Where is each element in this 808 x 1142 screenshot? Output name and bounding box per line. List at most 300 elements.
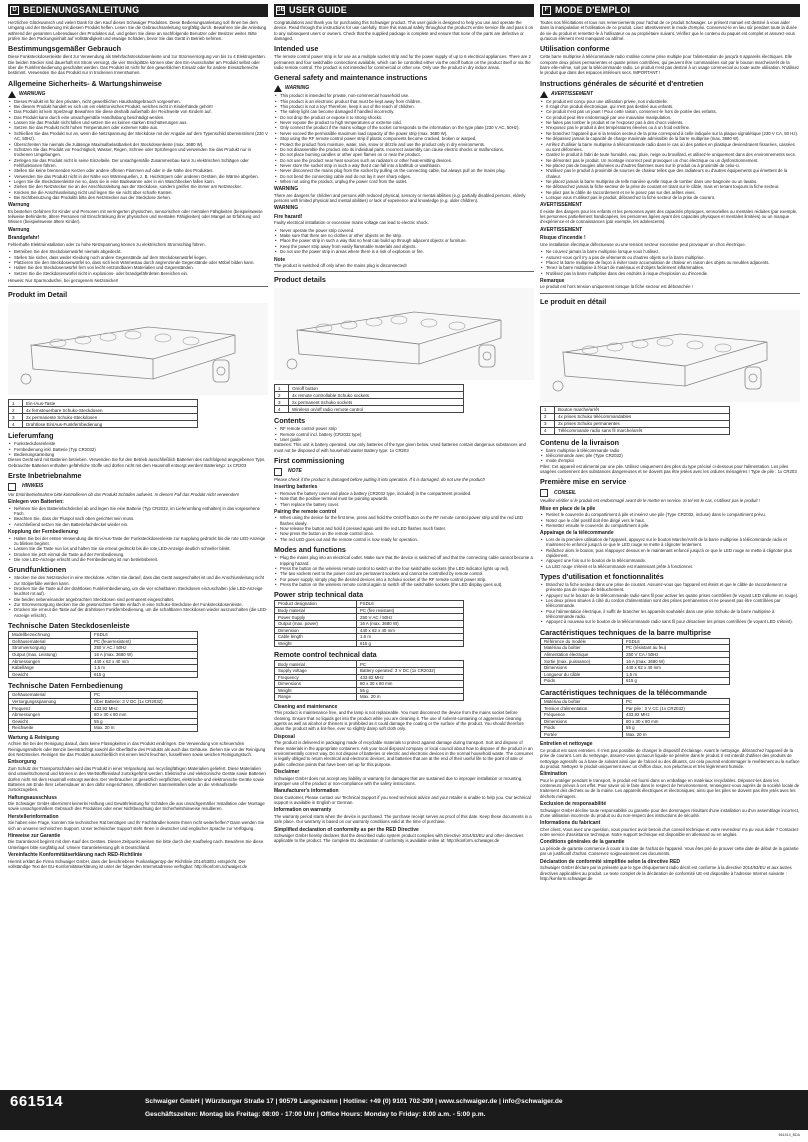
warning-icon <box>540 91 548 98</box>
list-item: • Now release the button and hold it pressed again until the red LED flashes much faster. <box>274 526 534 531</box>
list-item: • Lorsque vous n'utilisez pas le produit, débranchez la fiche secteur de la prise de courant. <box>540 195 800 200</box>
list-item: • Then replace the battery cover. <box>274 502 534 507</box>
list-item: • La LED rouge s'éteint et la télécommande est maintenant prête à fonctionner. <box>540 564 800 569</box>
table-row: Body material PC (fire resistant) <box>275 607 464 614</box>
table-row: Output (max. power) 16 A (max. 3680 W) <box>275 621 464 628</box>
list-item: • When using the device for the first time, press and hold the On/Off button on the RF remote control power strip until the red LED flashes slowly. <box>274 515 534 526</box>
table-row: Dimensions 440 x 62 x 40 mm <box>541 665 730 672</box>
list-item: • Now press the button on the remote control once. <box>274 531 534 536</box>
list-item: • Relâchez alors le bouton, puis réappuyez dessus en le maintenant enfoncé jusqu'à ce que le LED rouge se mette à clignoter plus rapidement. <box>540 548 800 559</box>
paragraph: Dieses Gerät wird mit Batterien betrieben. Verwenden Sie für den Betrieb ausschließlich Batterien des nachfolgend angegebenen Typs. Gebrauchte Batterien enthalten gefährliche Stoffe und dürfen nicht mit dem Hausmüll entsorgt werden! Batterietyp: 1x CR203 <box>8 457 266 468</box>
table-row: Référence du modèle FSDL6 <box>541 638 730 645</box>
subheading: Élimination <box>540 771 567 778</box>
safety-list <box>540 99 800 201</box>
table-row: 2 4x prises Schuko télécommandables <box>541 413 730 420</box>
subheading: Remarque <box>540 277 565 284</box>
parts-table <box>540 406 730 435</box>
spec-table-remote <box>540 698 730 739</box>
table-row: Dimensions 80 x 30 x 80 mm <box>541 718 730 725</box>
heading: Bestimmungsgemäßer Gebrauch <box>8 44 122 54</box>
heading: Intended use <box>274 44 319 54</box>
list-item: • Lassen Sie die Taste nun los und halten Sie sie erneut gedrückt bis die rote LED-Anzeige deutlich schneller blinkt. <box>8 546 268 551</box>
list-item: • Fernbedienung inkl. Batterie (Typ CR2032) <box>8 447 268 452</box>
list-item: • N'utilisez pas le produit à proximité de sources de chaleur telles que des radiateurs ou d'autres équipements qui émettent de la chaleur. <box>540 168 800 179</box>
spec-table-strip <box>540 638 730 685</box>
table-row: 1 On/off button <box>275 385 464 392</box>
list-item: • Gardez le produit à l'abri de toute humidité, eau, pluie, neige ou brouillard, et utilisez-le uniquement dans des environnements secs. <box>540 152 800 157</box>
list-item: • Remove the battery cover and place a battery (CR2032 type, included) in the compartment provided. <box>274 491 534 496</box>
list-item: • Zur Stromversorgung stecken Sie die gewünschten Geräte einfach in eine Schuko-Steckdose der Funksteckdosenleiste. <box>8 602 268 607</box>
safety-list <box>8 99 268 201</box>
table-row: Poids 615 g <box>541 678 730 685</box>
parts-table <box>274 384 464 413</box>
contents-list <box>274 426 534 442</box>
table-row: Longueur du câble 1,5 m <box>541 671 730 678</box>
list-item: • Beachten Sie, dass der Pluspol nach oben gerichtet sein muss. <box>8 516 268 521</box>
list-item: • This product is not a toy! Therefore, keep it out of the reach of children. <box>274 104 534 109</box>
warning-label: WARNING <box>274 85 534 92</box>
table-row: Reichweite Max. 20 m <box>9 725 198 732</box>
list-item: • Funksteckdosenleiste <box>8 441 268 446</box>
parts-table <box>8 399 198 428</box>
table-row: Abmessungen 80 x 30 x 80 mm <box>9 712 198 719</box>
warning-label: WARNUNG <box>8 91 268 98</box>
contents-list <box>540 448 800 464</box>
list-item: • Stecken Sie den Netzstecker in eine Steckdose. Achten Sie darauf, dass das Gerät ausgeschaltet ist und die Anschlussleitung nicht zur Stolperfalle werden kann. <box>8 575 268 586</box>
power-strip-drawing <box>279 290 529 378</box>
table-row: Matériau du boîtier PC <box>541 698 730 705</box>
list-item: • Assurez-vous qu'il n'y a pas de vêtements ou d'autres objets sur la barre multiprise. <box>540 255 800 260</box>
list-item: • Schließen Sie das Produkt nur an, wenn die Netzspannung der Steckdose mit der Angabe auf dem Typenschild übereinstimmt (230 V AC, 50Hz). <box>8 131 268 142</box>
list-item: • mode d'emploi <box>540 458 800 463</box>
table-row: Gehäusematerial PC (feuerresistent) <box>9 638 198 645</box>
list-item: • Only connect the product if the mains voltage of the socket corresponds to the information on the type plate (230 V AC, 50Hz). <box>274 125 534 130</box>
list-item: • Branchez la fiche secteur dans une prise de courant. Assurez-vous que l'appareil est éteint et que le câble de raccordement ne présente pas de risque de trébuchement. <box>540 582 800 593</box>
subheading: Note <box>274 256 286 263</box>
note-icon <box>540 489 548 497</box>
subheading: Einlegen von Batterien: <box>8 499 64 506</box>
heading: Le produit en détail <box>540 296 607 306</box>
warning-icon <box>274 85 282 92</box>
list-item: • Do not use the power strip in areas where there is a risk of explosion or fire. <box>274 249 534 254</box>
paragraph: This product is maintenance free, and the lamp is not replaceable. You must disconnect the device from the mains socket before cleaning. Ensure that no liquids get into the product while you are cleaning it. The use of solvent-containing or aggressive cleaning agents as well as alcohol or thinners is prohibited as it could damage the coating or the surface of the product. You should therefore clean the product with a lint-free, ever so slightly damp soft cloth only. <box>274 710 524 732</box>
table-row: Power Supply 250 V AC / 50Hz <box>275 614 464 621</box>
subheading: Inserting batteries <box>274 484 318 491</box>
paragraph: There are dangers for children and persons with reduced physical, sensory or mental abilities (e.g. partially disabled persons, elderly persons with limited physical and mental abilities) or lack of experience and knowledge (e.g. older children). <box>274 192 526 204</box>
list-item: • Ce produit peut être endommagé par une mauvaise manipulation. <box>540 115 800 120</box>
list-item: • Press the button on the wireless remote control to switch on the four switchable sockets (the LED indicator lights up red). <box>274 566 534 571</box>
table-row: Gewicht 615 g <box>9 671 198 678</box>
hint-text: Hinweis: Nur Sparmodusfrei, bei gezogenem Netzstecker! <box>8 277 119 283</box>
list-item: • RF remote control power strip <box>274 426 534 431</box>
list-item: • Ne pliez pas le câble de raccordement et ne le posez pas sur des arêtes vives. <box>540 190 800 195</box>
subheading: Warnung <box>8 226 30 233</box>
list-item: • Legen Sie die Steckdosenleiste nie so, dass sie in eine Badewanne oder in ein Waschbecken fallen kann. <box>8 179 268 184</box>
list-item: • When not using the product, unplug the power cord from the outlet. <box>274 179 534 184</box>
heading: Technische Daten Fernbedienung <box>8 681 123 691</box>
list-item: • Plug the mains plug into an electrical outlet. Make sure that the device is switched off and that the connecting cable cannot become a tripping hazard. <box>274 555 534 566</box>
paragraph: Vor Erstinbetriebnahme bitte kontrollieren ob das Produkt Schäden aufweist. In diesem Fall das Produkt nicht verwenden! <box>8 491 240 497</box>
list-item: • Stop using the RF remote control power strip if plastic components become cracked, broken or warped. <box>274 136 534 141</box>
functions-list <box>8 575 268 618</box>
heading: Modes and functions <box>274 545 346 555</box>
subheading: Cleaning and maintenance <box>274 703 338 710</box>
list-item: • Ne faites pas tomber le produit et ne l'exposez pas à des chocs violents. <box>540 120 800 125</box>
office-hours: Geschäftszeiten: Montag bis Freitag: 08:00 - 17:00 Uhr | Office Hours: Monday to Friday: 8:00 a.m. - 5:00 p.m. <box>145 1111 486 1118</box>
list-item: • Ce produit n'est pas un jouet ! Pour cette raison, conservez-le hors de portée des enfants. <box>540 109 800 114</box>
list-item: • Halten Sie den Steckdosenwürfel fern von leicht entzündbaren Materialien und Gegenständen. <box>8 265 268 270</box>
paragraph: Piles: Cet appareil est alimenté par une pile. Utilisez uniquement des piles du type précisé ci-dessous pour l'alimentation. Les piles usagées contiennent des substances dangereuses et ne doivent pas être jetées avec les ordures ménagères ! Type de pile : 1x CR203 <box>540 463 797 475</box>
list-item: • Drücken Sie erneut die Taste auf der drahtlosen Funkfernbedienung, um die schaltbaren Steckdosen wieder auszuschalten (die LED-Anzeige erlischt). <box>8 607 268 618</box>
paragraph: Zum Schutz der Transportschäden wird das Produkt in einer Verpackung aus recyclingfähigen Materialien geliefert. Diese Materialien sind umweltschonend und können in den Wertstoffkreislauf zurückgeführt werden. Elektrische und elektronische Geräte sowie Batterien dürfen nicht mit dem Hausmüll entsorgt werden. Der Verbraucher ist gesetzlich verpflichtet, elektrische und elektronische Geräte sowie Batterien am Ende ihrer Lebensdauer an den dafür eingerichteten, öffentlichen Sammelstellen oder an die Verkaufsstelle zurückzugeben. <box>8 765 266 793</box>
subheading: Manufacturer's information <box>274 788 339 795</box>
list-item: • Die rote LED-Anzeige erlischt und die Fernbedienung ist nun betriebsbereit. <box>8 557 268 562</box>
english-column <box>274 4 534 1087</box>
warning-icon <box>8 91 16 98</box>
subheading: Disposal <box>274 733 295 740</box>
note-label: NOTE <box>274 468 534 476</box>
list-item: • Ne couvrez jamais la barre multiprise lorsque vous l'utilisez. <box>540 249 800 254</box>
subheading: AVERTISSEMENT <box>540 202 583 209</box>
paragraph: Achten Sie bei der Reinigung darauf, dass keine Flüssigkeiten in das Produkt eindringen. Die Verwendung von scheuernden Reinigungsmitteln oder Benzin beeinträchtigt sowohl die Oberfläche des Produkts als auch das Gehäuse. Ziehen Sie vor der Reinigung den Netzstecker. Reinigen Sie das Produkt ausschließlich mit einem leicht feuchten, fusselfreien sowie weichen Reinigungstuch. <box>8 741 266 758</box>
paragraph: Cher client, Vous avez une question, vous pourriez avoir besoin d'un conseil technique et votre revendeur n'a pu vous aider ? Contactez notre service d'assistance technique. Notre support technique est disponible en allemand ou en anglais. <box>540 826 799 838</box>
list-item: • Knicken Sie die Anschlussleitung nicht und legen Sie sie nicht über scharfe Kanten. <box>8 190 268 195</box>
paragraph: Schwaiger GmbH hereby declares that the described radio system product complies with Directive 2014/53/EU and other directives applicable to the product. The complete EU declaration of conformity is available online at: http://konform.schwaiger.de <box>274 833 524 844</box>
power-strip-drawing <box>13 305 263 393</box>
heading: Utilisation conforme <box>540 44 610 54</box>
list-item: • Tenez la barre multiprise à l'écart de matériaux et d'objets facilement inflammables. <box>540 265 800 270</box>
table-row: Gewicht 55 g <box>9 718 198 725</box>
list-item: • Betreiben Sie den Steckdosenwürfel niemals abgedeckt. <box>8 249 268 254</box>
intro-text: Congratulations and thank you for purchasing this Schwaiger product. This user guide is designed to help you use and operate the device. Read through the instructions for use carefully. Store this manual safely throughout the product's entire service life and pass it on to any subsequent users or owners. Check that the supplied package is complete and ensure that none of the parts are defective or damaged. <box>274 20 534 42</box>
list-item: • Bedienungsanleitung <box>8 452 268 457</box>
paragraph: The remote control power strip is for use as a multiple socket strip and for the power supply of up to 6 electrical appliances. There are 2 permanent and four switchable connections available, which can be controlled either via the on/off button on the product itself or via the radio remote control. The product is not intended for commercial or other use. Only use the product in dry indoor areas. <box>274 54 531 71</box>
paragraph: Die Schwaiger GmbH übernimmt keinerlei Haftung und Gewährleistung für Schäden die aus unsachgemäßer Installation oder Montage sowie unsachgemäßem Gebrauch des Produktes oder einer Nichtbeachtung der Sicherheitshinweise resultieren. <box>8 801 265 812</box>
list-item: • Do not disassemble the product into its individual parts. Incorrect assembly can cause electric shocks or malfunctions. <box>274 147 534 152</box>
subheading: Disclaimer <box>274 769 300 776</box>
subheading: Herstellerinformation <box>8 813 59 820</box>
functions-list <box>274 555 534 587</box>
paragraph: Cette barre multiprise à télécommande radio s'utilise comme prise multiple pour l'alimentation de jusqu'à 6 appareils électriques. Elle comporte deux prises permanentes et quatre prises contrôlées, qui peuvent être commandées soit par le bouton marche/arrêt de la barre elle-même, soit par la télécommande radio. Le produit n'est pas destiné à un usage commercial ou toute autre utilisation. N'utilisez le produit que dans des espaces intérieurs secs. IMPORTANT ! <box>540 54 800 76</box>
subheading: AVERTISSEMENT <box>540 226 583 233</box>
german-header-bar <box>8 4 268 17</box>
paragraph: Hiermit erklärt die Firma Schwaiger GmbH, dass der beschriebene Funkanlagentyp der Richtlinie 2014/53/EU entspricht. Der vollständige Text der EU-Konformitätserklärung ist unter der folgenden Internetadresse verfügbar: http://konform.schwaiger.de <box>8 858 248 869</box>
heading: Grundfunktionen <box>8 565 67 575</box>
table-row: Weight 615 g <box>275 640 464 647</box>
divider <box>274 271 534 272</box>
paragraph: Une installation électrique défectueuse ou une tension secteur excessive peut provoquer un choc électrique. <box>540 241 746 247</box>
paragraph: Faulty electrical installation or excessive mains voltage can lead to electric shock. <box>274 220 429 226</box>
list-item: • Never exceed the permissible maximum load capacity of the power strip (max. 3680 W). <box>274 131 534 136</box>
divider <box>540 293 800 294</box>
subheading: Hinweise zur Garantie <box>8 832 61 839</box>
list-item: • Ne branchez l'appareil que si la tension secteur de la prise correspond à celle indiquée sur la plaque signalétique (230 V CA, 50 Hz). <box>540 131 800 136</box>
divider <box>8 286 268 287</box>
fire-list <box>274 228 534 255</box>
subheading: Haftungsausschluss <box>8 794 57 801</box>
subheading: WARNING <box>274 205 299 212</box>
list-item: • Never disconnect the mains plug from the socket by pulling on the connecting cable, but always pull on the mains plug. <box>274 168 534 173</box>
list-item: • Überschreiten Sie niemals die zulässige Maximalbelastbarkeit der Steckdosenleiste (max. 3680 W). <box>8 142 268 147</box>
list-item: • Remote control incl. battery (CR2032 type) <box>274 432 534 437</box>
heading: Allgemeine Sicherheits- & Wartungshinweise <box>8 78 162 88</box>
heading: Contenu de la livraison <box>540 437 620 447</box>
table-row: Poids 55 g <box>541 725 730 732</box>
list-item: • Protect the product from moisture, water, rain, snow or drizzle and use the product only in dry environments. <box>274 142 534 147</box>
subheading: WARNING <box>274 186 299 193</box>
list-item: • Place the power strip in such a way that no heat can build up through adjacent objects or furniture. <box>274 238 534 243</box>
list-item: • Ziehen Sie den Netzstecker nie an der Anschlussleitung aus der Steckdose, sondern greifen Sie immer am Netzstecker. <box>8 184 268 189</box>
battery-list <box>8 506 268 527</box>
table-row: Dimension 440 x 62 x 40 mm <box>275 627 464 634</box>
list-item: • The safety light can become damaged if handled incorrectly. <box>274 109 534 114</box>
paragraph: Ce produit est sans entretien. Il n'est pas possible de changer le dispositif d'éclairage. Avant le nettoyage, débranchez l'appareil de la prise de courant. Lors du nettoyage, assurez-vous qu'aucun liquide ne pénètre dans le produit. Il est interdit d'utiliser des produits de nettoyage agressifs ou à base de solvant ainsi que de l'alcool ou des diluants, car cela pourrait endommager le revêtement ou la surface du produit. Nettoyez le produit uniquement avec un chiffon doux, non pelucheux et très légèrement humide. <box>540 747 800 769</box>
paragraph: The warranty period starts when the device is purchased. The purchase receipt serves as proof of this date. Keep these documents in a safe place. Our warranty is based on our warranty conditions valid at the time of purchase. <box>274 813 532 825</box>
list-item: • This product is intended for private, non-commercial household use. <box>274 93 534 98</box>
subheading: Conditions générales de la garantie <box>540 839 625 846</box>
paragraph: Batteries: This unit is battery operated. Use only batteries of the type given below. Used batteries contain dangerous substances and must not be disposed of with household waste! Battery type: 1x CR203 <box>274 442 526 453</box>
table-row: 3 2x permanente Schuko-Steckdosen <box>9 414 198 421</box>
subheading: Informations du fabricant <box>540 820 601 827</box>
note-label: HINWEIS <box>8 483 268 491</box>
table-row: 4 Wireless on/off radio remote control <box>275 406 464 413</box>
list-item: • Do not drop the product or expose it to strong shocks. <box>274 115 534 120</box>
table-row: Dimensions 80 x 30 x 80 mm <box>275 681 464 688</box>
heading: Première mise en service <box>540 477 627 487</box>
heading: Caractéristiques techniques de la télécommande <box>540 687 707 697</box>
subheading: Information on warranty <box>274 807 332 814</box>
subheading: Vereinfachte Konformitätserklärung nach RED-Richtlinie <box>8 852 143 859</box>
list-item: • Never expose the product to high temperatures or extreme cold. <box>274 120 534 125</box>
paragraph: Die Garantiezeit beginnt mit dem Kauf des Gerätes. Diesen Zeitpunkt weisen Sie bitte durch den Kaufbeleg nach. Bewahren Sie diese Unterlagen bitte sorgfältig auf. Unsere Garantieleistung gilt in Deutschland. <box>8 839 264 850</box>
list-item: • Ne placez jamais la barre multiprise de telle manière qu'elle risque de tomber dans une baignoire ou un lavabo. <box>540 179 800 184</box>
table-row: 2 4x remote controllable Schuko sockets <box>275 392 464 399</box>
list-item: • Setzen Sie die Steckdosenwürfel nicht in explosions- oder brandgefährdeten Bereichen ein. <box>8 271 268 276</box>
fire-list <box>540 249 800 276</box>
product-illustration <box>8 303 268 395</box>
heading: Caractéristiques techniques de la barre multiprise <box>540 627 711 637</box>
list-item: • For power supply, simply plug the desired devices into a Schuko socket of the RF remote control power strip. <box>274 577 534 582</box>
heading: Produkt im Detail <box>8 290 68 300</box>
english-header-bar <box>274 4 534 17</box>
paragraph: The product is switched off only when the mains plug is disconnected! <box>274 263 407 268</box>
paragraph: Es bestehen Gefahren für Kinder und Personen mit verringerten physischen, sensorischen oder mentalen Fähigkeiten (beispielsweise teilweise Behinderte, ältere Personen mit Einschränkung ihrer physischen und mentalen Fähigkeiten) oder Mangel an Erfahrung und Wissen (beispielsweise ältere Kinder). <box>8 208 263 225</box>
battery-list <box>274 491 534 507</box>
list-item: • Bei diesem Produkt handelt es sich um ein elektronisches Produkt, welches nicht in Kinderhände gehört! <box>8 104 268 109</box>
table-row: Output (max. Leistung) 16 A (max. 3680 W) <box>9 651 198 658</box>
list-item: • Bei Nichtbenutzung das Produkts bitte den Netzstecker aus der Steckdose ziehen. <box>8 195 268 200</box>
list-item: • Appuyez à nouveau sur le bouton de la télécommande radio sans fil pour désactiver les prises contrôlées (le voyant LED s'éteint). <box>540 619 800 624</box>
battery-list <box>540 512 800 528</box>
spec-table-strip <box>274 600 464 647</box>
table-row: Frequency 433.92 MHz <box>275 674 464 681</box>
table-row: 4 Télécommande radio sans fil marche/arrêt <box>541 427 730 434</box>
list-item: • User guide <box>274 437 534 442</box>
article-number: 661514 <box>10 1093 64 1110</box>
pair-list <box>8 536 268 563</box>
heading: First commissioning <box>274 456 345 466</box>
intro-text: Toutes nos félicitations et tous nos remerciements pour l'achat de ce produit Schwaiger. Le présent manuel est destiné à vous aider dans la manipulation et l'utilisation de ce produit. Lisez attentivement le mode d'emploi. Conservez-le en lieu sûr pendant toute la durée de vie du produit et remettez-le à l'utilisateur ou au propriétaire suivant. Vérifiez que le contenu du paquet est complet et assurez-vous qu'aucun élément n'est manquant ou abîmé. <box>540 20 797 42</box>
list-item: • Never store the socket strip in such a way that it can fall into a bathtub or washbasin. <box>274 163 534 168</box>
document-id: 661514_BDA <box>778 1133 800 1137</box>
product-illustration <box>274 288 534 380</box>
list-item: • Ne placez pas de bougies allumées ou d'autres flammes nues sur le produit ou à proximité de celui-ci. <box>540 163 800 168</box>
subheading: Mise en place de la pile <box>540 505 596 512</box>
list-item: • Setzen Sie das Produkt nicht hohen Temperaturen oder extremer Kälte aus. <box>8 125 268 130</box>
list-item: • Drücken Sie jetzt einmal die Taste auf der Fernbedienung. <box>8 552 268 557</box>
list-item: • Make sure that there are no clothes or other objects on the strip. <box>274 233 534 238</box>
list-item: • Never operate the power strip covered. <box>274 228 534 233</box>
list-item: • Arrêtez d'utiliser la barre multiprise à télécommande radio dans le cas où des parties en plastique deviendraient fissurées, cassées ou sont déformées. <box>540 142 800 153</box>
fire-list <box>8 249 268 276</box>
heading: Instructions générales de sécurité et d'entretien <box>540 78 704 88</box>
subheading: Simplified declaration of conformity as per the RED Directive <box>274 826 419 833</box>
table-row: Weight 55 g <box>275 687 464 694</box>
list-item: • Appuyez sur le bouton de la télécommande radio sans fil pour activer les quatre prises contrôlées (le voyant LED s'allume en rouge). <box>540 593 800 598</box>
list-item: • Das Produkt kann durch eine unsachgemäße Handhabung beschädigt werden. <box>8 115 268 120</box>
spec-table-remote <box>8 691 198 732</box>
delivery-list <box>8 441 268 457</box>
note-icon <box>274 468 282 476</box>
list-item: • N'utilisez pas la barre multiprise dans des endroits à risque d'explosion ou d'incendie. <box>540 271 800 276</box>
list-item: • barre multiprise à télécommande radio <box>540 448 800 453</box>
list-item: • Die beiden nebeneinander angebrachten Steckdosen sind permanent eingeschaltet. <box>8 597 268 602</box>
table-row: 3 2x prises Schuko permanentes <box>541 420 730 427</box>
subheading: Kopplung der Fernbedienung <box>8 529 78 536</box>
list-item: • Platzieren Sie den Steckdosenwürfel so, dass sich kein Wärmestau durch angrenzende Gegenstände oder Möbel bilden kann. <box>8 260 268 265</box>
table-row: Kabellänge 1,5 m <box>9 665 198 672</box>
table-row: Supply voltage Battery operated: 3 V DC (1x CR2032) <box>275 667 464 674</box>
note-label: CONSEIL <box>540 489 800 497</box>
company-contact: Schwaiger GmbH | Würzburger Straße 17 | 90579 Langenzenn | Hotline: +49 (0) 9101 702-299 | www.schwaiger.de | info@schwaiger.de <box>145 1098 563 1105</box>
paragraph: Il existe des dangers pour les enfants et les personnes ayant des capacités physiques, sensorielles ou mentales réduites (par exemple, les personnes partiellement handicapées, les personnes âgées ayant des capacités physiques et mentales limitées) ou un manque d'expérience et de connaissances (par exemple, les adolescents). <box>540 208 798 225</box>
paragraph: Fehlerhafte Elektroinstallation oder zu hohe Netzspannung können zu elektrischem Stromschlag führen. <box>8 241 206 247</box>
pair-list <box>540 537 800 569</box>
table-row: 2 4x fernsteuerbare Schuko-Steckdosen <box>9 407 198 414</box>
language-flag-icon: F <box>542 6 551 15</box>
section-title: USER GUIDE <box>289 4 348 15</box>
paragraph: The product is delivered in packaging made of recyclable materials to protect against damage during transport. Sort and dispose of these materials in the appropriate containers. Ask your local disposal company or local council about how to dispose of the product in an environmentally correct way. Do not dispose of batteries or electric and electronic devices in the normal household waste. The consumer is legally obliged to return electrical and electronic devices, and batteries that are at the end of their useful life to the point of sale or public collection points that have been set up for this purpose. <box>274 740 534 767</box>
heading: Contents <box>274 416 306 426</box>
product-illustration <box>540 310 800 402</box>
heading: Types d'utilisation et fonctionnalités <box>540 571 664 581</box>
warning-label: AVERTISSEMENT <box>540 91 800 98</box>
list-item: • Les deux prises situées à côté du cordon d'alimentation sont des prises permanentes et ne peuvent pas être contrôlées par télécommande. <box>540 598 800 609</box>
subheading: Brandgefahr! <box>8 235 40 242</box>
list-item: • Drücken Sie die Taste auf der drahtlosen Funkfernbedienung, um die vier schaltbaren Steckdosen einzuschalten (die LED-Anzeige leuchtet rot auf). <box>8 586 268 597</box>
table-row: 1 Bouton marche/arrêt <box>541 406 730 413</box>
list-item: • The two sockets next to the power cord are permanent sockets and cannot be controlled by remote control. <box>274 571 534 576</box>
subheading: Entretien et nettoyage <box>540 741 593 748</box>
safety-list <box>274 93 534 184</box>
list-item: • Schützen Sie das Produkt vor Feuchtigkeit, Wasser, Regen, Schnee oder Sprühregen und verwenden Sie das Produkt nur in trockenen Umgebungen. <box>8 147 268 158</box>
table-row: Cable length 1.5 m <box>275 634 464 641</box>
table-row: Sortie (max. puissance) 16 A (max. 3680 W) <box>541 658 730 665</box>
paragraph: Veuillez vérifier si le produit est endommagé avant de le mettre en service. Si tel est le cas, n'utilisez pas le produit ! <box>540 498 760 504</box>
paragraph: La période de garantie commence à courir à la date de l'achat de l'appareil. Vous êtes prié de prouver cette date de début de la garantie par un justificatif d'achat. Conservez soigneusement ces documents. <box>540 845 799 857</box>
subheading: Warnung <box>8 202 30 209</box>
heading: Remote control technical data <box>274 650 377 660</box>
intro-text: Herzlichen Glückwunsch und vielen Dank für den Kauf dieses Schwaiger Produktes. Diese Bedienungsanleitung soll Ihnen bei dem Umgang und der Bedienung mit diesem Produkt helfen. Lesen Sie die Gebrauchsanleitung sorgfältig durch. Bewahren Sie die Anleitung während der gesamten Lebensdauer des Produktes auf, und geben Sie diese an nachfolgende Benutzer oder Besitzer weiter. Bitte prüfen Sie den Packungsinhalt auf Vollständigkeit und etwaige Schäden, bevor Sie das Gerät in Betrieb nehmen. <box>8 20 267 42</box>
french-header-bar <box>540 4 800 17</box>
list-item: • télécommande avec pile (Type CR2032) <box>540 453 800 458</box>
table-row: Abmessungen 440 x 62 x 40 mm <box>9 658 198 665</box>
table-row: Range Max. 20 m <box>275 694 464 701</box>
subheading: Entsorgung <box>8 759 37 766</box>
table-row: Alimentation électrique 250 V CA / 50Hz <box>541 651 730 658</box>
table-row: Stromversorgung 250 V AC / 50Hz <box>9 645 198 652</box>
list-item: • Stellen Sie sicher, dass weder Kleidung noch andere Gegenstände auf dem Steckdosenwürfel liegen. <box>8 255 268 260</box>
functions-list <box>540 582 800 625</box>
spec-table-remote <box>274 660 464 701</box>
spec-table-strip <box>8 631 198 678</box>
list-item: • Ne débranchez jamais la fiche secteur de la prise de courant en tirant sur le câble, mais en tenant toujours la fiche secteur. <box>540 184 800 189</box>
list-item: • The red LED goes out and the remote control is now ready for operation. <box>274 537 534 542</box>
german-column <box>8 4 268 1087</box>
footer-bar <box>0 1090 808 1130</box>
list-item: • Notez que le côté positif doit être dirigé vers le haut. <box>540 518 800 523</box>
french-column <box>540 4 800 1087</box>
heading: Lieferumfang <box>8 431 54 441</box>
list-item: • Lassen Sie das Produkt nicht fallen und setzen Sie es keinen starken Erschütterungen aus. <box>8 120 268 125</box>
list-item: • Keep the power strip away from easily flammable materials and objects. <box>274 244 534 249</box>
subheading: Appairage de la télécommande <box>540 530 614 537</box>
paragraph: Sie haben eine Frage, konnten Sie technischen Rat benötigen und Ihr Fachhändler konnte Ihnen nicht weiterhelfen? Dann wenden Sie sich an unseren technischen Support. Unser technischer Support steht Ihnen in deutscher und englischer Sprache zur Verfügung. <box>8 820 265 831</box>
list-item: • Ne démontez pas le produit. Un montage incorrect peut provoquer un choc électrique ou un dysfonctionnement. <box>540 158 800 163</box>
table-row: Modellbezeichnung FSDL6 <box>9 632 198 639</box>
paragraph: Schwaiger GmbH déclare par la présente que le type d'équipement radio décrit est conforme à la directive 2014/53/EU et aux autres directives applicables au produit. Le texte complet de la déclaration de conformité UE est disponible à l'adresse Internet suivante : http://konform.schwaiger.de <box>540 865 792 881</box>
heading: Power strip technical data <box>274 590 364 600</box>
paragraph: Pour le protéger pendant le transport, le produit est fourni dans un emballage en matériaux recyclables. Déposez-les dans les conteneurs prévus à cet effet. Pour savoir où le faire dans le respect de l'environnement, renseignez-vous auprès de la société locale de traitement des déchets ou de la mairie. Les appareils électriques et électroniques, ainsi que les piles ne doivent pas être jetés avec les déchets ménagers. <box>540 777 800 799</box>
language-flag-icon: D <box>10 6 19 15</box>
table-row: 3 2x permanent Schuko sockets <box>275 399 464 406</box>
list-item: • Halten Sie bei der ersten Verwendung die Ein-/Aus-Taste der Funksteckdosenleiste zur Kopplung gedrückt bis die rote LED-Anzeige zu blinken beginnt. <box>8 536 268 547</box>
table-row: Tension d'alimentation Par pile : 3 V CC (1x CR2032) <box>541 705 730 712</box>
paragraph: Le produit est hors tension uniquement lorsque la fiche secteur est débranchée ! <box>540 284 693 290</box>
subheading: Wartung & Reinigung <box>8 734 59 741</box>
paragraph: Diese Funksteckdosenleiste dient zur Verwendung als Mehrfachsteckdosenleiste und zur Stromversorgung von bis zu 4 Elektrogeräten. Die beiden Stecker sind dauerhaft mit Strom versorgt, die vier Steckplätze können über den Ein-/Ausschalter am Produkt selbst oder über die Funkfernbedienung geschaltet werden. Das Produkt ist nicht für den gewerblichen Einsatz oder für andere Einsatzbereiche bestimmt. Verwenden Sie das Produkt nur in trockenen Innenräumen. <box>8 54 266 76</box>
list-item: • Retirez le couvercle du compartiment à pile et insérez une pile (Type CR2032, incluse) dans le compartiment prévu. <box>540 512 800 517</box>
table-row: Body material PC <box>275 661 464 668</box>
list-item: • Pour l'alimentation électrique, il suffit de brancher les appareils souhaités dans une prise Schuko de la barre multiprise à télécommande radio. <box>540 609 800 620</box>
list-item: • Do not place burning candles or other open flames on or near the product. <box>274 152 534 157</box>
list-item: • Lors de la première utilisation de l'appareil, appuyez sur le bouton Marche/Arrêt de la barre multiprise à télécommande radio et maintenez-le enfoncé jusqu'à ce que le LED rouge se mette à clignoter lentement. <box>540 537 800 548</box>
table-row: Matériau du boîtier PC (résistant au feu) <box>541 645 730 652</box>
table-row: Fréquence 433,92 MHz <box>541 711 730 718</box>
list-item: • Placez la barre multiprise de façon à éviter toute accumulation de chaleur en raison des objets ou meubles adjacents. <box>540 260 800 265</box>
list-item: • Press the button on the wireless remote control again to switch off the switchable sockets (the LED display goes out). <box>274 582 534 587</box>
subheading: Pairing the remote control <box>274 508 337 515</box>
list-item: • This product is an electronic product that must be kept away from children. <box>274 99 534 104</box>
paragraph: Schwaiger GmbH décline toute responsabilité ou garantie pour des dommages résultant d'une installation ou d'un assemblage incorrect, d'une utilisation incorrecte du produit ou du non-respect des instructions de sécurité. <box>540 807 800 818</box>
table-row: Portée Max. 20 m <box>541 731 730 738</box>
heading: Technische Daten Steckdosenleiste <box>8 621 130 631</box>
pair-list <box>274 515 534 542</box>
list-item: • Zerlegen Sie das Produkt nicht in seine Einzelteile. Der unsachgemäße Zusammenbau kann zu elektrischen Schlägen oder Fehlfunktionen führen. <box>8 158 268 169</box>
list-item: • Anschließend setzen Sie den Batteriefachdeckel wieder ein. <box>8 522 268 527</box>
paragraph: Dear Customer, Please contact our Technical Support if you need technical advice and your retailer is unable to help you. Our technical support is available in English or German. <box>274 794 531 806</box>
subheading: Risque d'incendie ! <box>540 235 586 242</box>
subheading: Fire hazard! <box>274 213 303 220</box>
list-item: • Do not bend the connecting cable and do not lay it over sharp edges. <box>274 174 534 179</box>
heading: Product details <box>274 275 326 285</box>
table-row: 4 Drahtlose Ein/Aus-Funkfernbedienung <box>9 421 198 428</box>
language-flag-icon: GB <box>276 6 285 15</box>
subheading: Déclaration de conformité simplifiée selon la directive RED <box>540 858 681 865</box>
list-item: • N'exposez pas le produit à des températures élevées ou à un froid extrême. <box>540 125 800 130</box>
table-row: 1 Ein-/Aus-Taste <box>9 400 198 407</box>
heading: Erste Inbetriebnahme <box>8 470 82 480</box>
